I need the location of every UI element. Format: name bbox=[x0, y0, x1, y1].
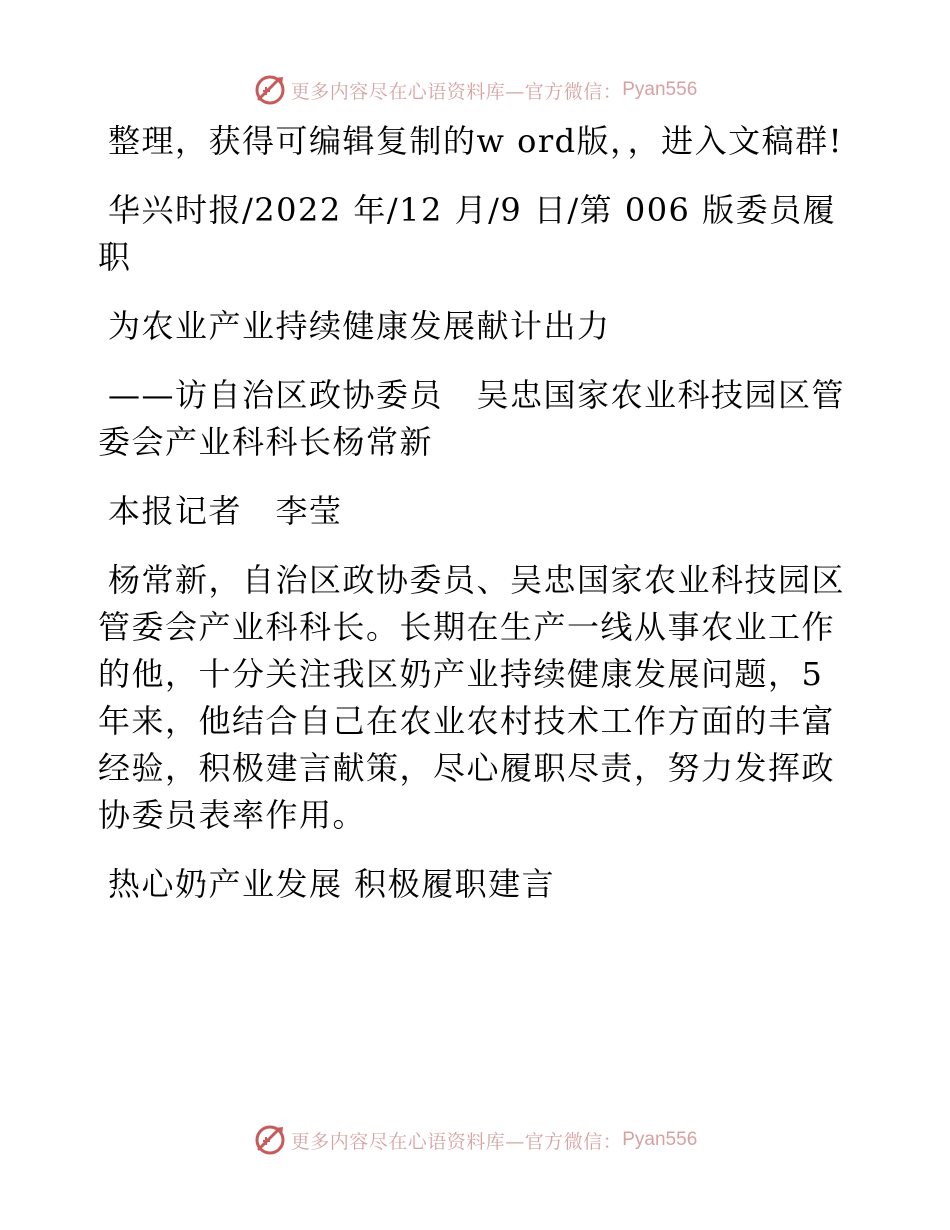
body-paragraph: 杨常新，自治区政协委员、吴忠国家农业科技园区管委会产业科科长。长期在生产一线从事农业工作的他，十分关注我区奶产业持续健康发展问题，5 年来，他结合自己在农业农村技术工作方面的丰富经验，积极建言献策，尽心履职尽责，努力发挥政协委员表率作用。 bbox=[98, 561, 846, 834]
section-heading: 热心奶产业发展 积极履职建言 bbox=[108, 865, 556, 903]
watermark-footer bbox=[0, 1120, 950, 1160]
article-subtitle: ——访自治区政协委员 吴忠国家农业科技园区管委会产业科科长杨常新 bbox=[98, 376, 846, 461]
seal-logo-icon bbox=[253, 73, 287, 107]
watermark-wechat-id: Pyan556 bbox=[622, 1129, 698, 1150]
article-title: 为农业产业持续健康发展献计出力 bbox=[108, 307, 611, 345]
watermark-wechat-id: Pyan556 bbox=[622, 79, 698, 100]
watermark-text: 更多内容尽在心语资料库—官方微信： bbox=[290, 80, 623, 103]
document-body bbox=[98, 118, 850, 930]
intro-note: 整理，获得可编辑复制的w ord版，，进入文稿群! bbox=[108, 122, 843, 160]
source-line: 华兴时报/2022 年/12 月/9 日/第 006 版委员履职 bbox=[98, 191, 837, 276]
watermark-text: 更多内容尽在心语资料库—官方微信： bbox=[290, 1130, 623, 1153]
byline: 本报记者 李莹 bbox=[108, 492, 343, 530]
seal-logo-icon bbox=[253, 1123, 287, 1157]
watermark-header bbox=[0, 70, 950, 110]
